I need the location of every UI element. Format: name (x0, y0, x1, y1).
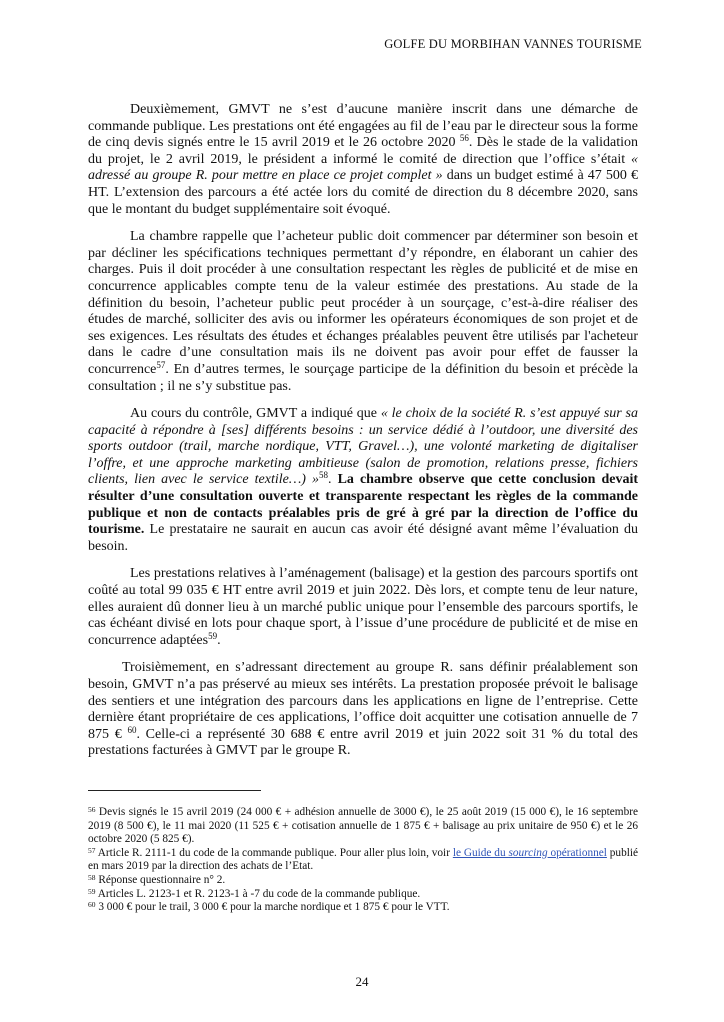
footnote-separator (88, 790, 261, 791)
quotation: « le choix de la société R. s’est appuyé sur sa capacité à répondre à [ses] différents besoins : un service dédié à l’outdoor, une diversité des sports outdoor (trail, marche nordique, VTT, Gravel…), une volonté marketing de digitaliser l’offre, et une approche marketing ambitieuse (salon de promotion, relations presse, fichiers clients, lien avec le service textile…) » (88, 406, 638, 488)
paragraph-1 (88, 102, 638, 218)
paragraph-5 (88, 660, 638, 760)
text-run: Deuxièmement, GMVT ne s’est d’aucune manière inscrit dans une démarche de commande publique. Les prestations ont été engagées au fil de l’eau par le directeur sous la forme de cinq devis signés entre le 15 avril 2019 et le 26 octobre 2020 (88, 102, 638, 151)
footnote-number: 60 (88, 900, 96, 910)
text-run: Les prestations relatives à l’aménagement (balisage) et la gestion des parcours sportifs ont coûté au total 99 035 € HT entre avril 2019 et juin 2022. Dès lors, et compte tenu de leur nature, elles auraient dû donner lieu à un marché public unique pour l’ensemble des parcours sportifs, le cas échéant divisé en lots pour chaque sport, à l’issue d’une procédure de publicité et de mise en concurrence adaptées (88, 566, 638, 648)
body-text (88, 102, 638, 771)
footnotes (88, 806, 638, 915)
footnote-text: Article R. 2111-1 du code de la commande publique. Pour aller plus loin, voir (95, 846, 453, 859)
footnote-text: Devis signés le 15 avril 2019 (24 000 € + adhésion annuelle de 3000 €), le 25 août 2019 (15 000 €), le 16 septembre 2019 (8 500 €), le 11 mai 2020 (11 525 € + cotisation annuelle de 1 875 € + balisage au prix unitaire de 950 €) et le 26 octobre 2020 (5 825 €). (88, 806, 638, 846)
footnote-text: Articles L. 2123-1 et R. 2123-1 à -7 du code de la commande publique. (95, 887, 421, 900)
text-run: Au cours du contrôle, GMVT a indiqué que (130, 406, 381, 422)
page-number: 24 (355, 974, 369, 989)
footnote-56 (88, 806, 638, 847)
bold-observation: La chambre observe que cette conclusion devait résulter d’une consultation ouverte et transparente respectant les règles de la commande publique et non de contacts préalables pris de gré à gré par la direction de l’office du tourisme. (88, 472, 638, 538)
running-header: GOLFE DU MORBIHAN VANNES TOURISME (384, 37, 642, 51)
paragraph-3 (88, 406, 638, 555)
footnote-ref-57[interactable]: 57 (156, 359, 166, 370)
text-run: . Celle-ci a représenté 30 688 € entre avril 2019 et juin 2022 soit 31 % du total des prestations facturées à GMVT par le groupe R. (88, 726, 638, 759)
footnote-ref-58[interactable]: 58 (319, 470, 329, 481)
footnote-text: publié en mars 2019 par la direction des achats de l’Etat. (88, 846, 639, 873)
footnote-number: 57 (88, 845, 96, 855)
paragraph-2 (88, 229, 638, 395)
footnote-text: Réponse questionnaire n° 2. (95, 873, 226, 886)
footnote-59 (88, 888, 638, 902)
text-run: dans un budget estimé à 47 500 € HT. L’extension des parcours a été actée lors du comité de direction du 8 décembre 2020, sans que le montant du budget supplémentaire soit évoqué. (88, 168, 638, 217)
text-run: Troisièmement, en s’adressant directement au groupe R. sans définir préalablement son besoin, GMVT n’a pas préservé au mieux ses intérêts. La prestation proposée prévoit le balisage des sentiers et une intégration des parcours dans les applications en ligne de l’entreprise. Cette dernière étant propriétaire de ces applications, l’office doit acquitter une cotisation annuelle de 7 875 € (88, 660, 638, 742)
text-run: . Dès le stade de la validation du projet, le 2 avril 2019, le président a informé le comité de direction que l’office s’était (88, 135, 638, 167)
footnote-58 (88, 874, 638, 888)
guide-sourcing-link[interactable] (453, 847, 607, 859)
footnote-number: 58 (88, 872, 96, 882)
text-run: . (328, 472, 338, 488)
footnote-60 (88, 901, 638, 915)
text-run: . (217, 632, 221, 648)
link-text: opérationnel (547, 846, 607, 859)
link-text: le Guide du (452, 846, 509, 859)
paragraph-4 (88, 566, 638, 649)
text-run: La chambre rappelle que l’acheteur public doit commencer par déterminer son besoin et par décliner les spécifications techniques permettant d’y répondre, en élaborant un cahier des charges. Puis il doit procéder à une consultation respectant les règles de publicité et de mise en concurrence applicables compte tenu de la valeur estimée des prestations. Au stade de la définition du besoin, l’acheteur public peut procéder à un sourçage, c’est-à-dire réaliser des études de marché, solliciter des avis ou informer les opérateurs économiques de son projet et de ses exigences. Les résultats des études et échanges préalables peuvent être utilisés par l'acheteur dans le cadre d’une consultation mais ils ne doivent pas avoir pour effet de fausser la concurrence (88, 229, 638, 377)
link-text-italic: sourcing (508, 846, 548, 859)
footnote-number: 56 (88, 805, 96, 814)
footnote-number: 59 (88, 886, 96, 896)
text-run: . En d’autres termes, le sourçage participe de la définition du besoin et précède la consultation ; il ne s’y substitue pas. (88, 361, 638, 394)
footnote-57 (88, 847, 638, 874)
footnote-ref-56[interactable]: 56 (459, 133, 469, 144)
text-run: Le prestataire ne saurait en aucun cas avoir été désigné avant même l’évaluation du besoin. (88, 522, 638, 554)
footnote-ref-59[interactable]: 59 (208, 630, 218, 641)
quotation: « adressé au groupe R. pour mettre en place ce projet complet » (88, 151, 638, 184)
footnote-ref-60[interactable]: 60 (127, 724, 137, 735)
footnote-text: 3 000 € pour le trail, 3 000 € pour la marche nordique et 1 875 € pour le VTT. (95, 901, 450, 914)
